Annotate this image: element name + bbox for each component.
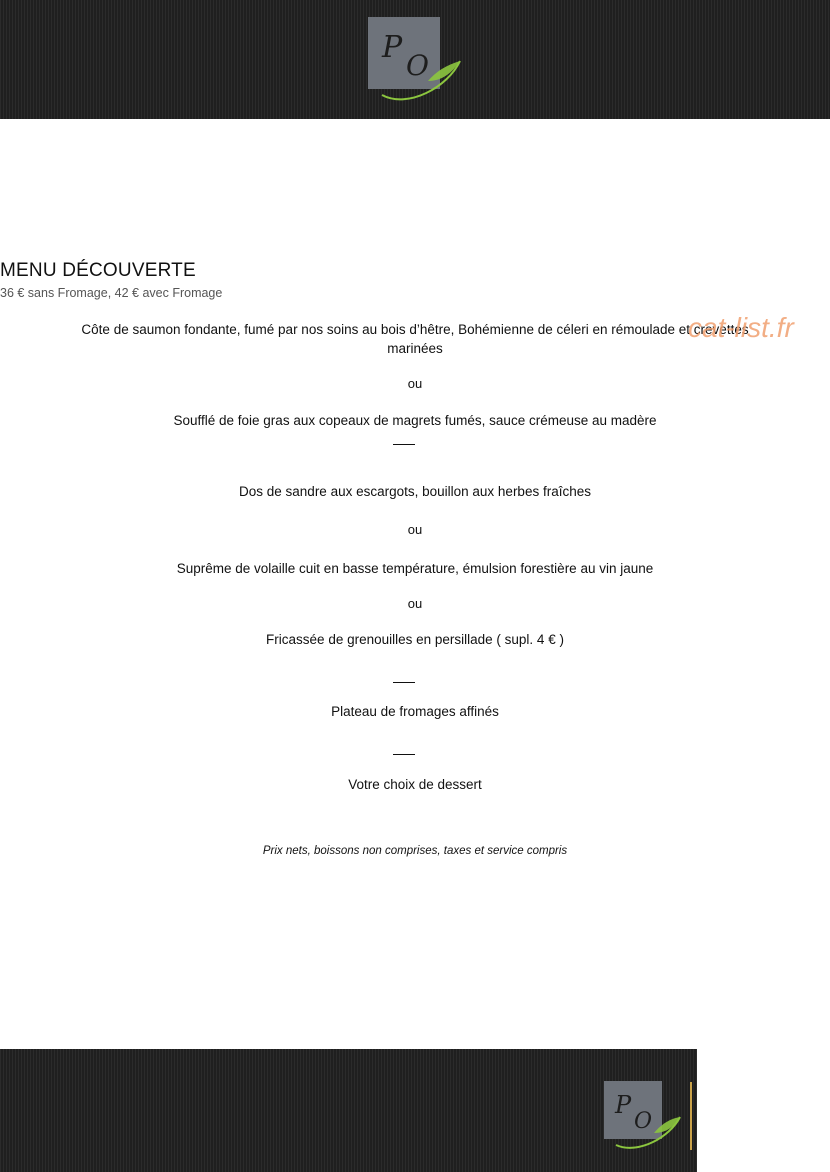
menu-price: 36 € sans Fromage, 42 € avec Fromage (0, 286, 223, 300)
price-note: Prix nets, boissons non comprises, taxes et service compris (262, 845, 568, 857)
menu-title: MENU DÉCOUVERTE (0, 260, 196, 281)
svg-text:P: P (382, 30, 403, 65)
restaurant-logo (368, 17, 464, 103)
main-sandre: Dos de sandre aux escargots, bouillon aux herbes fraîches (239, 484, 591, 499)
watermark: cat-list.fr (688, 312, 794, 343)
starter-foie-gras: Soufflé de foie gras aux copeaux de magrets fumés, sauce crémeuse au madère (173, 413, 657, 428)
or-label: ou (407, 376, 423, 391)
svg-text:O: O (634, 1109, 653, 1134)
svg-text:O: O (406, 49, 429, 82)
main-grenouilles: Fricassée de grenouilles en persillade ( supl. 4 € ) (266, 632, 564, 647)
starter-salmon: Côte de saumon fondante, fumé par nos soins au bois d’hêtre, Bohémienne de céleri en rémoulade et crevettes marinées (81, 322, 749, 356)
footer-band (0, 1049, 697, 1172)
main-volaille: Suprême de volaille cuit en basse température, émulsion forestière au vin jaune (176, 561, 654, 576)
gold-divider (690, 1082, 692, 1150)
svg-text:P: P (615, 1091, 632, 1119)
footer-logo (604, 1081, 684, 1151)
cheese-course: Plateau de fromages affinés (331, 704, 499, 719)
course-separator (393, 754, 415, 755)
course-separator (393, 682, 415, 683)
or-label: ou (407, 522, 423, 537)
dessert-course: Votre choix de dessert (348, 777, 482, 792)
or-label: ou (407, 596, 423, 611)
course-separator (393, 444, 415, 445)
